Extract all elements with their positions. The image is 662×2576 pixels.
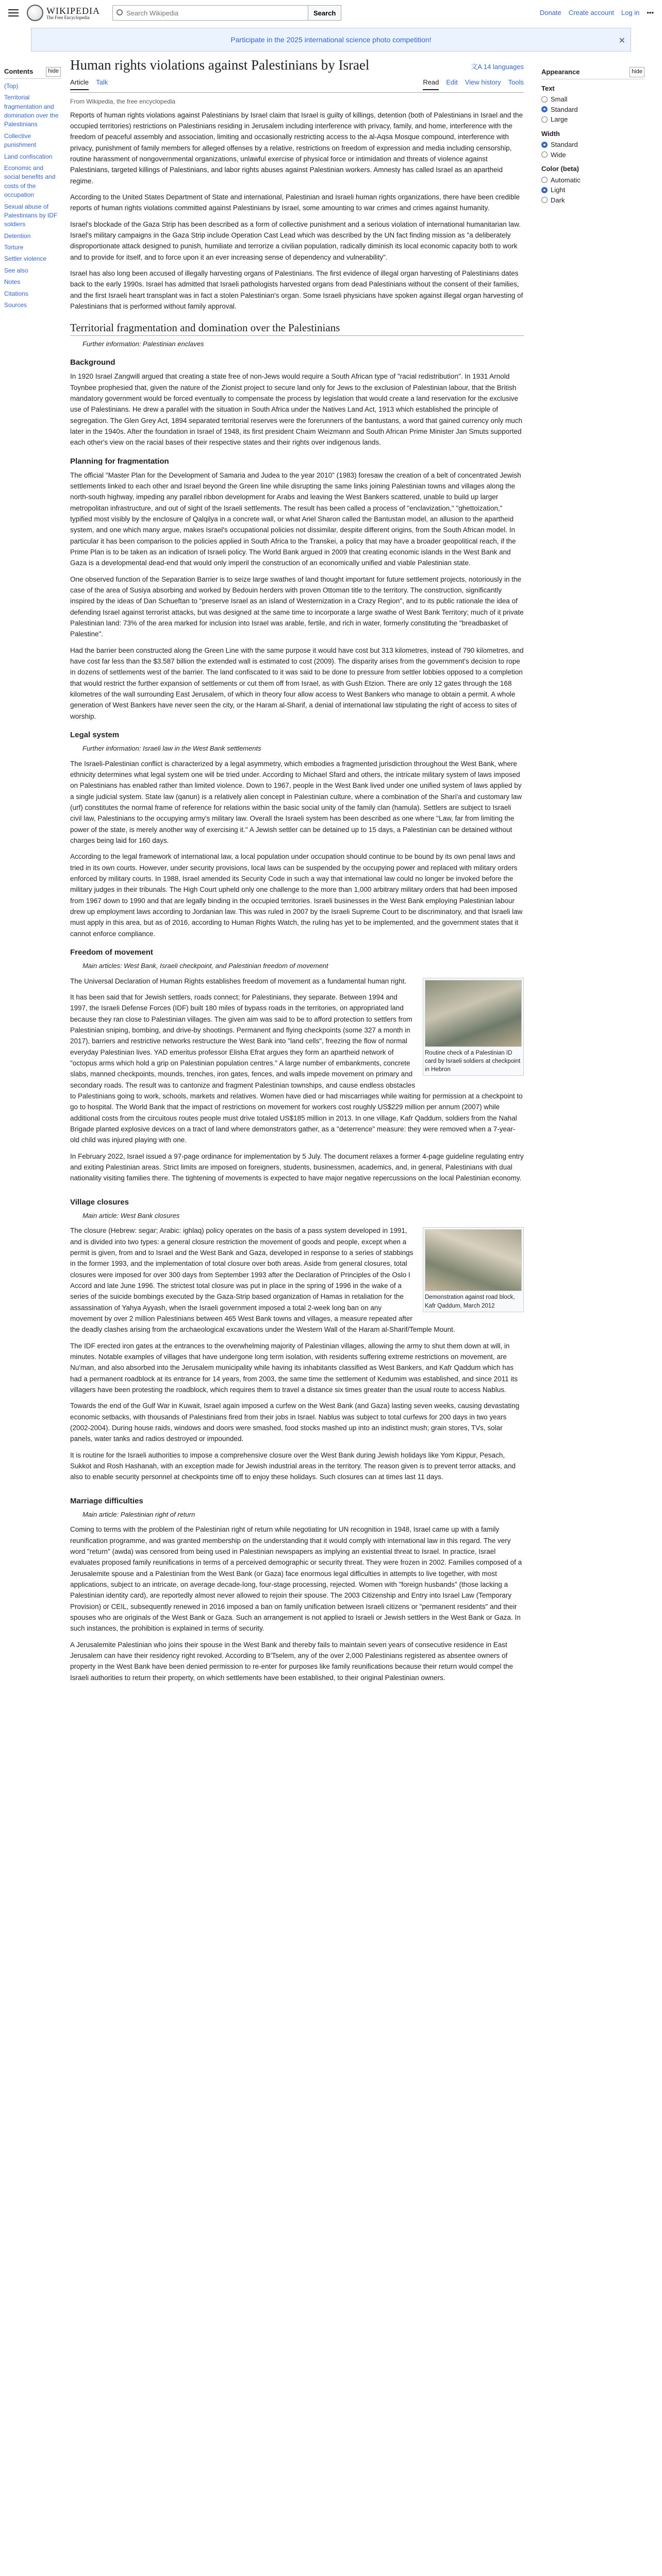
hatnote: Main articles: West Bank, Israeli checkpoint, and Palestinian freedom of movement xyxy=(82,961,328,970)
intro-paragraph: According to the United States Department of State and international, Palestinian and Israeli human rights organizations, there have been credible reports of human rights violations committed against Palestinians by Israel, some amounting to war crimes and crimes against humanity. xyxy=(70,193,520,212)
search-bar xyxy=(112,5,341,21)
hatnote: Main article: Palestinian right of return xyxy=(82,1510,195,1518)
toc-item[interactable] xyxy=(4,266,61,275)
text-size-option[interactable] xyxy=(541,105,644,115)
toc-item[interactable] xyxy=(4,255,61,263)
width-option[interactable] xyxy=(541,140,644,150)
log-in-link[interactable]: Log in xyxy=(621,8,640,16)
page-tabs xyxy=(70,77,524,93)
appearance-panel xyxy=(541,67,644,205)
color-option[interactable] xyxy=(541,195,644,206)
languages-count: 14 languages xyxy=(483,63,524,71)
radio-icon[interactable] xyxy=(541,96,548,103)
appearance-header xyxy=(541,67,644,79)
paragraph: It has been said that for Jewish settlers, roads connect; for Palestinians, they separate. Between 1994 and 1997, the Israeli Defense Forces (IDF) built 180 miles of bypass roads in the territories, on appropriated land because they ran close to Palestinian villages. The given aim was said to be to afford protection to settlers from Palestinian sniping, bombing, and drive-by shootings. Permanent and flying checkpoints (some 327 a month in 2017), barriers and restrictive networks restructure the West Bank into "land cells", freezing the flow of normal everyday Palestinian lives. YAD emeritus professor Elisha Efrat argues they form an apartheid network of "octopus arms which hold a grip on Palestinian population centres." A large number of embankments, concrete slabs, manned checkpoints, mounds, trenches, iron gates, fences, and walls impede movement on primary and secondary roads. The result was to cantonize and fragment Palestinian townships, and cause endless obstacles to Palestinians going to work, schools, markets and relatives. Women have died or had miscarriages while waiting for permission at a checkpoint to go to hospital. The World Bank that the impact of restrictions on movement for workers cost roughly US$229 million per annum (2007) while additional costs from the circuitous routes people must drive totaled US$185 million in 2013. In one village, Kafr Qaddum, soldiers from the Nahal Brigade planted explosive devices on a tract of land where demonstrators gather, as a "deterrence" measure: they were removed when a 7-year-old child was injured playing with one. xyxy=(70,993,523,1144)
checkpoint-figure xyxy=(423,978,524,1076)
intro-paragraph: Reports of human rights violations against Palestinians by Israel claim that Israel is guilty of killings, detention (both of Palestinians in Israel and the occupied territories) restrictions on Palestinians residing in Jerusalem including interference with privacy, family, and home, interference with the freedom of peaceful assembly and association, limiting and occasionally restricting access to the al-Aqsa Mosque compound, interference with privacy, punishment of family members for alleged offenses by a relative, restrictions on freedom of expression and media including censorship, routine harassment of nongovernmental organizations, unlawful exercise of physical force or intimidation and threats of violence against Palestinians, targeted killings of Palestinians, and labor rights abuses against Palestinian workers. Amnesty has called Israel as an apartheid regime. xyxy=(70,111,523,185)
paragraph: Had the barrier been constructed along the Green Line with the same purpose it would have cost but 313 kilometres, instead of 790 kilometres, and have cost far less than the $3.587 billion the extended wall is estimated to cost (2009). The disparity arises from the government's decision to rope in dozens of settlements west of the barrier. The land confiscated to it was said to be done to pressure from settler lobbies opposed to a completion that would restrict the further expansion of settlements or cut them off from Israel, as with Gush Etzion. There are only 12 gates through the 168 kilometres of the wall surrounding East Jerusalem, of which in theory four allow access to West Bankers who manage to obtain a permit. A whole generation of West Bankers have never seen the city, or the Haram al-Sharif, a denial of international law stipulating the right of access to sites of worship. xyxy=(70,646,524,720)
toc-item-link[interactable]: Sources xyxy=(4,301,27,309)
search-button[interactable]: Search xyxy=(308,5,341,21)
toc-item-link[interactable]: Torture xyxy=(4,244,24,251)
toc-item[interactable] xyxy=(4,164,61,200)
toc-item[interactable] xyxy=(4,132,61,150)
radio-icon[interactable] xyxy=(541,142,548,148)
paragraph: Coming to terms with the problem of the Palestinian right of return while negotiating for UN recognition in 1948, Israel came up with a family reunification programme, and was granted membership on the understanding that it would comply with international law in this regard. The very word "return" (awda) was censored from being used in Palestinian newspapers as implying an existential threat to Israel. In practice, Israel evaluates proposed family reunifications in terms of a perceived demographic or security threat. They were frozen in 2002. Families composed of a Jerusalemite spouse and a Palestinian from the West Bank (or Gaza) face enormous legal difficulties in attempts to live together, with most applications, subject to an intricate, on average decade-long, four-stage processing, rejected. Women with "foreign husbands" (those lacking a Palestinian identity card), are reportedly almost never allowed to rejoin their spouse. The 2003 Citizenship and Entry into Israel Law (Temporary Provision) or CEIL, subsequently renewed in 2016 imposed a ban on family unification between Israeli citizens or "permanent residents" and their spouses who are originals of the West Bank or Gaza. Such an arrangement is not applied to Israeli or Jewish settlers in the West Bank or Gaza. In such instances, the prohibition is explained in terms of security. xyxy=(70,1526,522,1633)
toc-item-link[interactable]: Economic and social benefits and costs of the occupation xyxy=(4,164,56,199)
paragraph: Towards the end of the Gulf War in Kuwait, Israel again imposed a curfew on the West Bank (and Gaza) lasting seven weeks, causing devastating economic setbacks, with thousands of Palestinians fired from their jobs in Israel. Nablus was subject to total curfews for 200 days in two years (2002-2004). During house raids, windows and doors were smashed, food stocks mashed up into an indistinct mush; grain stores, TVs, solar panels, water tanks and radios destroyed or impounded. xyxy=(70,1402,520,1443)
intro-paragraph: Israel's blockade of the Gaza Strip has been described as a form of collective punishment and a serious violation of international humanitarian law. Israel's military campaigns in the Gaza Strip include Operation Cast Lead which was described by the UN fact finding mission as "a deliberately disproportionate attack designed to punish, humiliate and terrorize a civilian population, radically diminish its local economic capacity both to work and to provide for itself, and to force upon it an ever increasing sense of dependency and vulnerability". xyxy=(70,220,521,261)
search-icon xyxy=(117,9,123,15)
logo-title: WIKIPEDIA xyxy=(46,5,100,16)
tab-view-history[interactable]: View history xyxy=(465,78,501,86)
radio-icon[interactable] xyxy=(541,151,548,158)
paragraph: The official "Master Plan for the Development of Samaria and Judea to the year 2010" (1983) foresaw the creation of a belt of concentrated Jewish settlements linked to each other and Israel beyond the Green line while disrupting the same links joining Palestinian towns and villages along the north-south highway, impeding any parallel ribbon development for Arabs and leaving the West Bankers scattered, unable to build up larger metropolitan infrastructure, and out of sight of the Israeli settlements. The result has been called a process of "enclavization," "ghettoization," typified most visibly by the enclosure of Qalqilya in a concrete wall, or what Ariel Sharon called the Bantustan model, an allusion to the apartheid system, and one which many argue, makes Israel's occupational policies not dissimilar, despite different origins, from the South African model. In particular it has been comparison to the policies applied in South Africa to the Transkei, a policy that may have a broader geopolitical reach, if the Prime Plan is to be taken as an indication of Israeli policy. The World Bank argued in 2009 that creating economic islands in the West Bank and Gaza is a developmental dead-end that would only imperil the construction of an economically unified and viable Palestinian state. xyxy=(70,471,521,567)
tab-read[interactable]: Read xyxy=(423,77,439,90)
appearance-title: Appearance xyxy=(541,68,580,76)
appearance-hide-button[interactable]: hide xyxy=(630,67,644,77)
close-icon[interactable]: ✕ xyxy=(618,37,625,45)
toc-item-link[interactable]: Land confiscation xyxy=(4,152,53,160)
paragraph: The IDF erected iron gates at the entrances to the overwhelming majority of Palestinian villages, allowing the army to shut them down at will, in minutes. Notable examples of villages that have undergone long term isolation, with residents suffering extreme restrictions on movement, are Nu'man, and also absorbed into the Jerusalem municipality while having its inhabitants classified as West Bankers, and Kafr Qaddum which has had a permanent roadblock at its entrance for 14 years, from 2003, the same time the settlement of Kedumim was established, and since 2011 its villagers have been protesting the roadblock, which requires them to travel a distance six times greater than the usual route to access Nablus. xyxy=(70,1342,518,1394)
tab-talk[interactable]: Talk xyxy=(96,78,108,86)
toc-item-link[interactable]: Sexual abuse of Palestinians by IDF soldiers xyxy=(4,202,58,228)
figure-caption: Routine check of a Palestinian ID card by Israeli soldiers at checkpoint in Hebron xyxy=(425,1049,521,1073)
tab-article[interactable]: Article xyxy=(70,77,89,90)
radio-icon[interactable] xyxy=(541,197,548,203)
top-bar xyxy=(0,0,662,26)
text-size-options xyxy=(541,94,644,125)
toc-item[interactable] xyxy=(4,232,61,241)
language-selector[interactable] xyxy=(471,62,524,73)
paragraph: According to the legal framework of international law, a local population under occupation should continue to be bound by its own penal laws and tried in its own courts. However, under security provisions, local laws can be suspended by the occupying power and replaced with military orders enforced by military courts. In 1988, Israel amended its Security Code in such a way that international law could no longer be invoked before the military judges in their tribunals. The High Court upheld only one challenge to the more than 1,000 arbitrary military orders that had been imposed from 1967 down to 1990 and that are legally binding in the occupied territories. Israeli businesses in the West Bank employing Palestinian labour drew up employment laws according to Jordanian law. This was ruled in 2007 by the Israeli Supreme Court to be discriminatory, and that Israeli law must apply in this area, but as of 2016, according to Human Rights Watch, the ruling has yet to be implemented, and the government states that it cannot enforce compliance. xyxy=(70,853,523,938)
hatnote: Main article: West Bank closures xyxy=(82,1211,180,1219)
toc-item-link[interactable]: Collective punishment xyxy=(4,132,37,149)
width-option-label: Wide xyxy=(551,150,566,159)
color-option-label: Automatic xyxy=(551,176,581,184)
color-label: Color (beta) xyxy=(541,165,579,173)
color-option-label: Light xyxy=(551,186,566,194)
section-heading: Territorial fragmentation and domination over the Palestinians xyxy=(70,321,524,335)
banner-link[interactable]: Participate in the 2025 international science photo competition! xyxy=(230,35,432,44)
width-option-label: Standard xyxy=(551,141,578,148)
paragraph: A Jerusalemite Palestinian who joins their spouse in the West Bank and thereby fails to maintain seven years of consecutive residence in East Jerusalem can have their residency right revoked. According to B'Tselem, any of the over 2,000 Palestinians registered as absentee owners of property in the West Bank have been denied permission to re-enter for purposes like family reunifications because their return would compel the Israeli authorities to return their property, on which settlements have been established, to their original Palestinian owners. xyxy=(70,1640,513,1682)
logo-subtitle: The Free Encyclopedia xyxy=(46,14,90,20)
toc-item[interactable] xyxy=(4,202,61,229)
paragraph: One observed function of the Separation Barrier is to seize large swathes of land thought important for future settlement projects, notoriously in the case of the area of Susiya absorbing and worked by Bedouin herders with proven Ottoman title to the territory. The construction, significantly inspired by the ideas of Dan Schueftan to "preserve Israel as an island of Westernization in a Crazy Region", and to its public rationale the idea of defending Israel against terrorist attacks, but was designed at the same time to incorporate a large swathe of West Bank Territory; much of it private Palestinian land: 73% of the area marked for inclusion into Israel was arable, fertile, and rich in water, formerly constituting the "breadbasket of Palestine". xyxy=(70,575,524,638)
color-option[interactable] xyxy=(541,185,644,195)
radio-icon[interactable] xyxy=(541,187,548,193)
toc-item[interactable] xyxy=(4,278,61,286)
from-wikipedia: From Wikipedia, the free encyclopedia xyxy=(70,97,176,105)
toc-list xyxy=(4,82,61,310)
search-input[interactable] xyxy=(112,5,308,21)
toc-item[interactable] xyxy=(4,152,61,161)
figure-caption: Demonstration against road block, Kafr Qaddum, March 2012 xyxy=(425,1294,515,1309)
radio-icon[interactable] xyxy=(541,116,548,123)
toc-item-link[interactable]: See also xyxy=(4,266,28,274)
site-notice-banner xyxy=(31,28,631,52)
color-option[interactable] xyxy=(541,175,644,185)
intro-paragraph: Israel has also long been accused of illegally harvesting organs of Palestinians. The first evidence of illegal organ harvesting of Palestinians dates back to the early 1990s. Israel has admitted that Israeli pathologists harvested organs from dead Palestinians without the consent of their families, and the first Israeli heart transplant was in fact a stolen Palestinian's organ. Some Israeli physicians have spoken against illegal organ harvesting of Palestinians that is performed without family approval. xyxy=(70,269,523,310)
toc-item-link[interactable]: Detention xyxy=(4,232,31,240)
hatnote: Further information: Palestinian enclaves xyxy=(82,340,204,348)
text-size-option-label: Small xyxy=(551,95,568,103)
width-option[interactable] xyxy=(541,150,644,160)
checkpoint-photo[interactable] xyxy=(425,980,522,1047)
width-options xyxy=(541,140,644,160)
radio-icon[interactable] xyxy=(541,106,548,112)
paragraph: It is routine for the Israeli authorities to impose a comprehensive closure over the West Bank during Jewish holidays like Yom Kippur, Pesach, Sukkot and Rosh Hashanah, with an exception made for Jewish industrial areas in the territory. The reason given is to prevent terror attacks, and also to enable security personnel at checkpoints time off to enjoy these holidays. Such closures can at times last 11 days. xyxy=(70,1451,516,1481)
toc-item[interactable] xyxy=(4,290,61,298)
toc-item[interactable] xyxy=(4,243,61,252)
translate-icon: 文A xyxy=(471,63,484,71)
color-options xyxy=(541,175,644,206)
page-title: Human rights violations against Palestinians by Israel xyxy=(70,57,370,73)
main-menu-icon[interactable] xyxy=(8,9,19,16)
subsection-heading: Marriage difficulties xyxy=(70,1496,143,1505)
demonstration-figure xyxy=(423,1227,524,1312)
tab-edit[interactable]: Edit xyxy=(446,78,458,86)
subsection-heading: Freedom of movement xyxy=(70,947,153,957)
demonstration-photo[interactable] xyxy=(425,1229,522,1291)
wikipedia-logo[interactable] xyxy=(27,5,100,21)
subsection-heading: Planning for fragmentation xyxy=(70,456,169,466)
hatnote: Further information: Israeli law in the West Bank settlements xyxy=(82,744,261,752)
text-size-option-label: Large xyxy=(551,115,568,123)
text-size-label: Text xyxy=(541,84,555,92)
toc-header xyxy=(4,67,61,79)
subsection-heading: Village closures xyxy=(70,1197,129,1207)
width-label: Width xyxy=(541,129,560,138)
paragraph: The Universal Declaration of Human Rights establishes freedom of movement as a fundamental human right. xyxy=(70,977,407,985)
user-links xyxy=(540,8,654,19)
toc-item[interactable] xyxy=(4,93,61,129)
paragraph: The Israeli-Palestinian conflict is characterized by a legal asymmetry, which embodies a fragmented jurisdiction throughout the West Bank, where ethnicity determines what legal system one will be tried under. According to Michael Sfard and others, the intricate military system of laws imposed on Palestinians has enabled rather than limited violence. Down to 1967, people in the West Bank lived under one unified system of laws applied by a single judicial system. State law (qanun) is a relatively alien concept in Palestinian culture, where a combination of the Shari'a and customary law (urf) constitutes the normal frame of reference for relations within the basic social unity of the family clan (hamula). Settlers are subject to Israeli civil law, Palestinians to the occupying army's military law. Overall the Israeli system has been described as one where "Law, far from limiting the power of the state, is merely another way of exercising it." A Jewish settler can be detained up to 15 days, a Palestinian can be detained without charges being laid for 160 days. xyxy=(70,759,522,845)
toc-item-link[interactable]: Citations xyxy=(4,290,28,297)
subsection-heading: Legal system xyxy=(70,730,120,739)
text-size-option[interactable] xyxy=(541,114,644,125)
tab-tools[interactable]: Tools xyxy=(508,78,524,86)
toc-hide-button[interactable]: hide xyxy=(46,67,61,77)
toc-item-link[interactable]: Notes xyxy=(4,278,21,286)
toc-item-link[interactable]: Territorial fragmentation and domination over the Palestinians xyxy=(4,94,59,128)
donate-link[interactable]: Donate xyxy=(539,8,561,16)
article-content xyxy=(70,57,524,1688)
globe-icon xyxy=(27,5,43,21)
more-options-icon[interactable]: ••• xyxy=(647,8,654,16)
paragraph: The closure (Hebrew: segar; Arabic: ighlaq) policy operates on the basis of a pass system developed in 1991, and is divided into two types: a general closure restriction the movement of goods and people, except when a permit is given, from and to Israel and the West Bank and Gaza, developed in response to a series of stabbings in the former 1993, and the implementation of total closure over both areas. Aside from general closures, total closures were imposed for over 300 days from September 1993 after the Declaration of Principles of the Oslo I Accord and late June 1996. The strictest total closure was put in place in the spring of 1996 in the wake of a series of the suicide bombings executed by the Gaza-Strip based organization of Hamas in retaliation for the assassination of Yahya Ayyash, when the Israeli government imposed a total 2-week long ban on any movement by over 2 million Palestinians between 465 West Bank towns and villages, a measure repeated after the deadly clashes arising from the archaeological excavations under the Western Wall of the Haram al-Sharif/Temple Mount. xyxy=(70,1227,455,1334)
text-size-option-label: Standard xyxy=(551,105,578,113)
radio-icon[interactable] xyxy=(541,177,548,183)
create-account-link[interactable]: Create account xyxy=(568,8,614,16)
text-size-option[interactable] xyxy=(541,94,644,105)
toc-item-link[interactable]: Settler violence xyxy=(4,255,47,263)
toc-item-link[interactable]: (Top) xyxy=(4,82,19,90)
toc-title: Contents xyxy=(4,67,34,75)
table-of-contents xyxy=(4,67,61,312)
toc-item[interactable] xyxy=(4,301,61,310)
paragraph: In February 2022, Israel issued a 97-page ordinance for implementation by 5 July. The document relaxes a former 4-page guideline regulating entry and exiting Palestinian areas. Strict limits are imposed on foreigners, students, businessmen, academics, and, in general, Palestinians with dual nationality visiting families there. The tightening of movements is expected to have major negative repercussions on the local Palestinian economy. xyxy=(70,1152,524,1182)
paragraph: In 1920 Israel Zangwill argued that creating a state free of non-Jews would require a South African type of "racial redistribution". In 1931 Arnold Toynbee prophesied that, given the nature of the Zionist project to secure land only for Jews to the exclusion of Palestinian labour, that the British mandatory government would be forced eventually to compensate the process by legislation that would create a land reservation for the exclusive use of Palestinians. He drew a parallel with the situation in South Africa under the Natives Land Act, 1913 which established the principle of segregation. The Glen Grey Act, 1894 separated territorial reserves were the forerunners of the bantustans, a word that gained currency only much later in the 1940s. After the foundation in Israel of 1948, its first president Chaim Weizmann and South African Prime Minister Jan Smuts supported each other's view on the racial bases of their respective states and their rights over indigenous lands. xyxy=(70,372,522,447)
subsection-heading: Background xyxy=(70,358,115,367)
color-option-label: Dark xyxy=(551,196,565,204)
toc-item[interactable] xyxy=(4,82,61,91)
